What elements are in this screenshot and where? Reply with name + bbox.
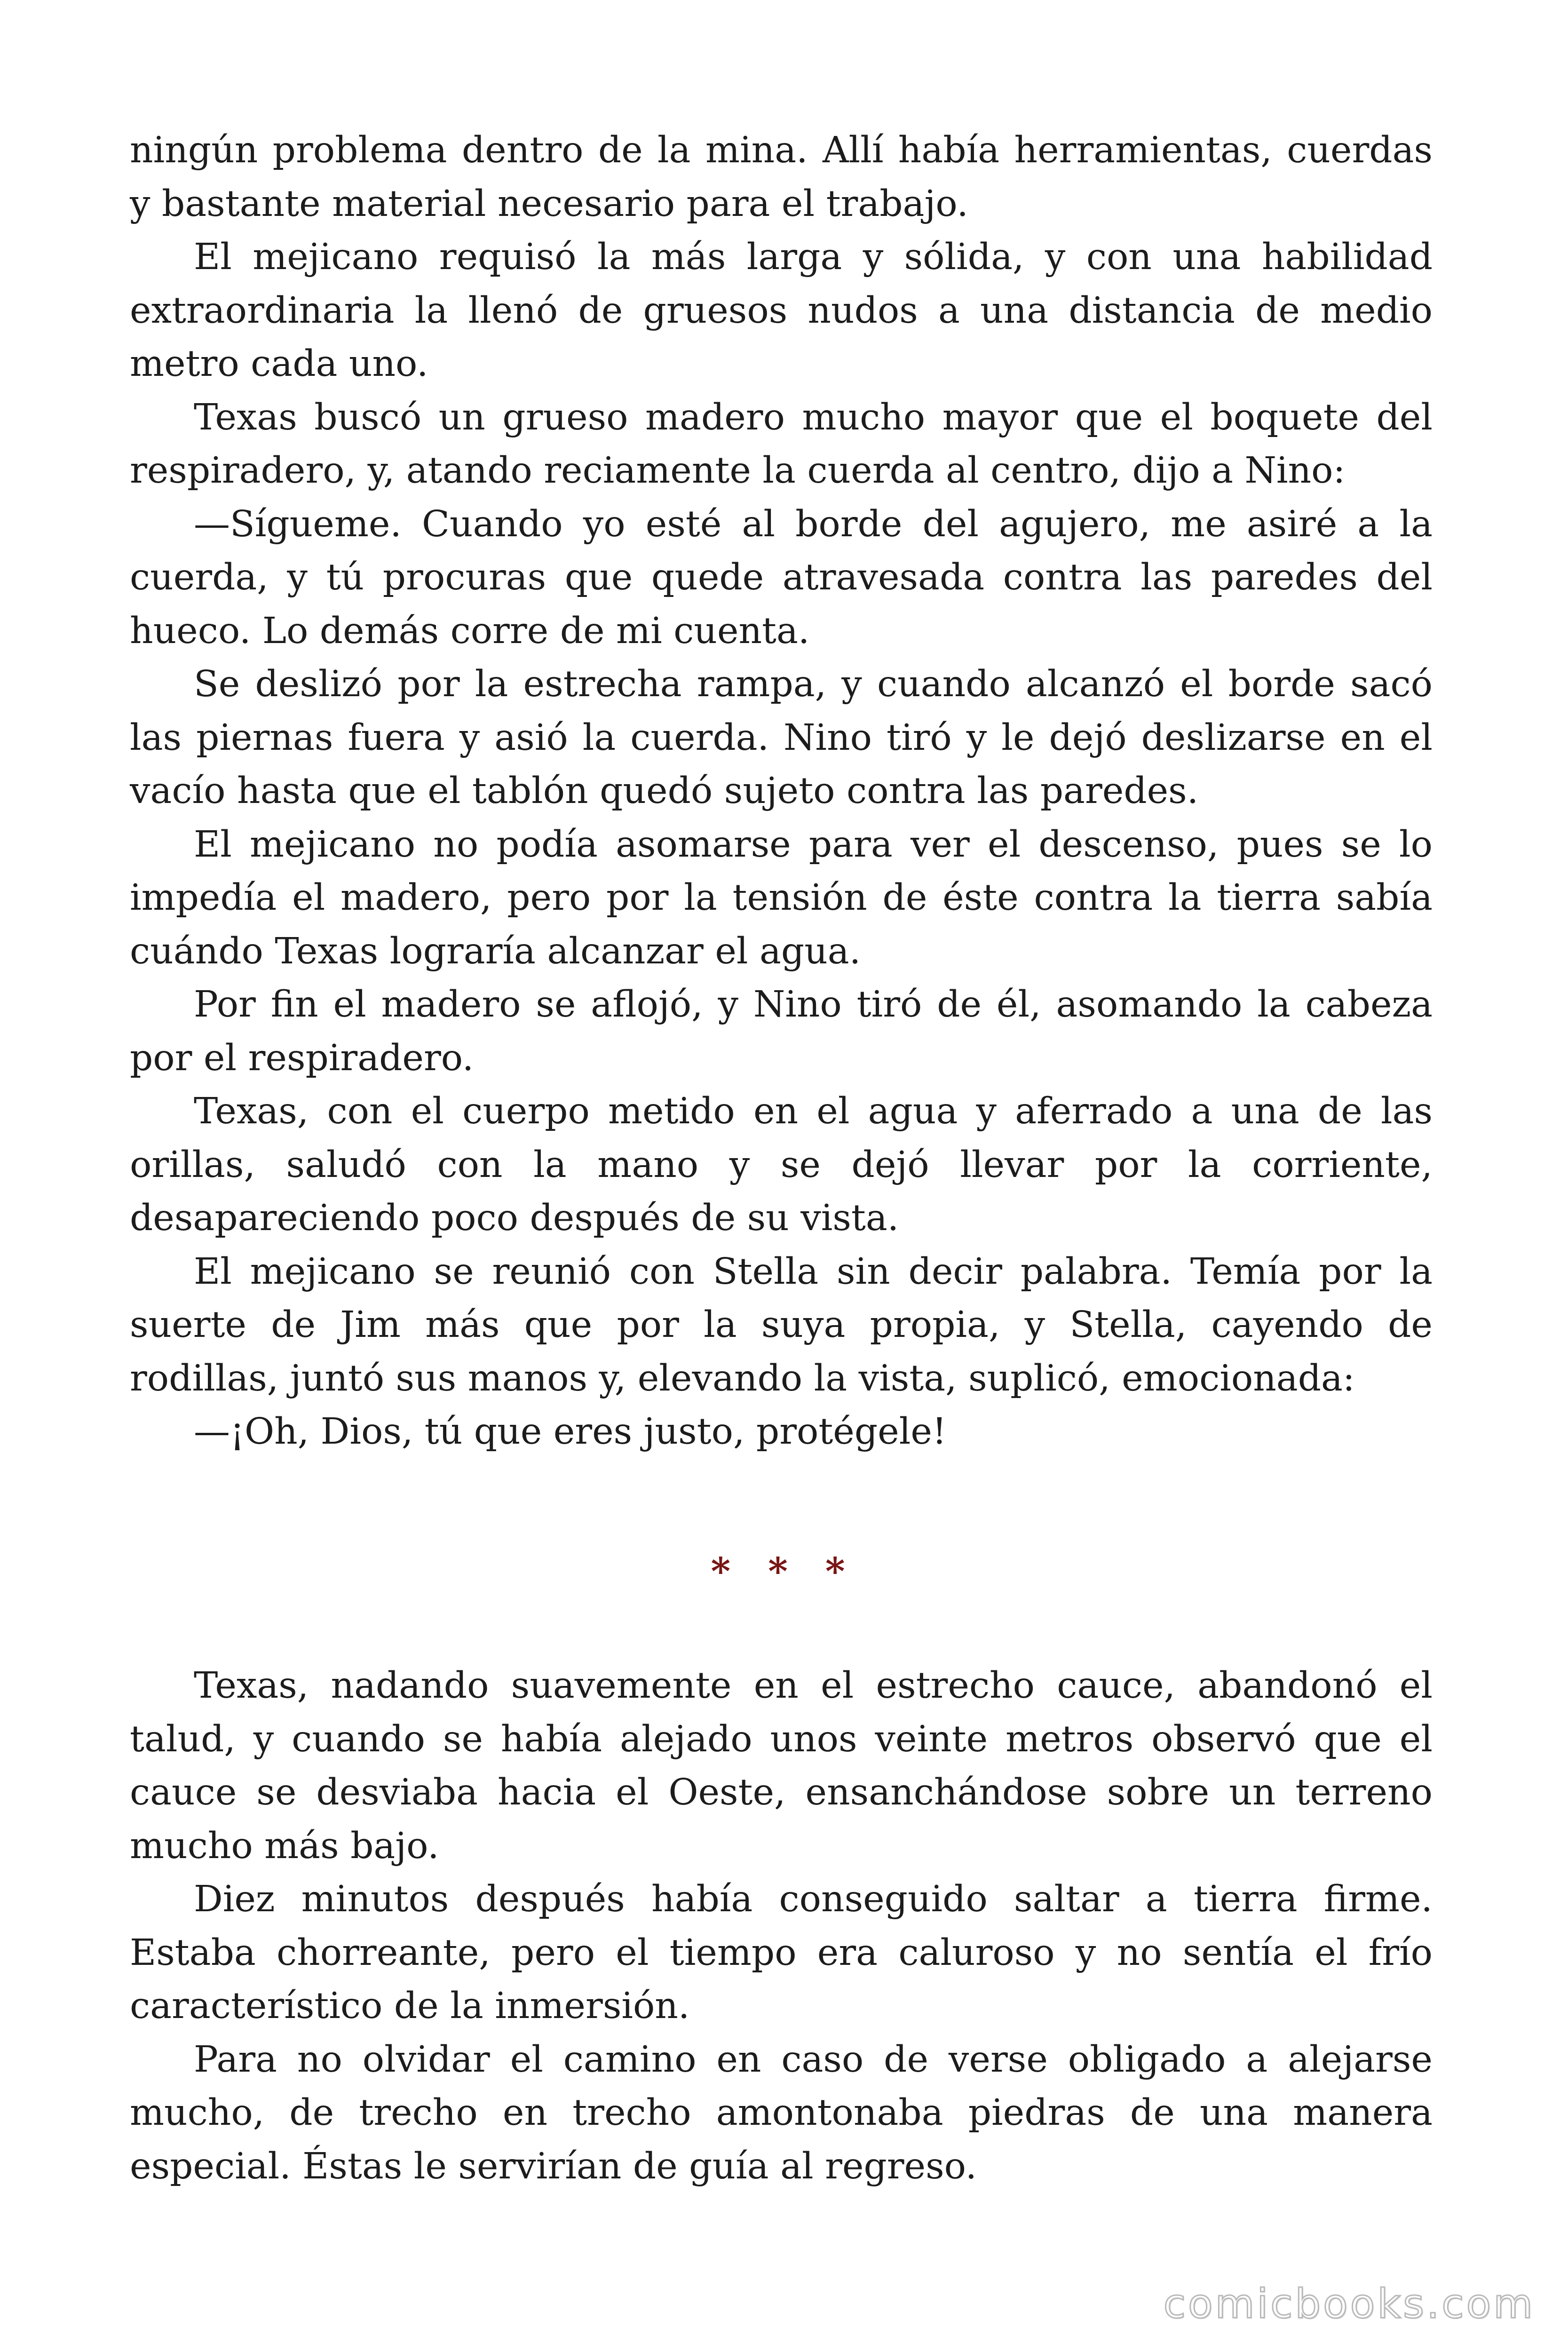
paragraph: Por fin el madero se aflojó, y Nino tiró de él, asomando la cabeza por el respiradero. <box>130 984 1433 1079</box>
paragraph: —Sígueme. Cuando yo esté al borde del agujero, me asiré a la cuerda, y tú procuras que quede atravesada contra las paredes del hueco. Lo demás corre de mi cuenta. <box>130 503 1433 652</box>
paragraph: Para no olvidar el camino en caso de verse obligado a alejarse mucho, de trecho en trecho amontonaba piedras de una manera especial. Éstas le servirían de guía al regreso. <box>130 2038 1433 2187</box>
paragraph: Diez minutos después había conseguido saltar a tierra firme. Estaba chorreante, pero el tiempo era caluroso y no sentía el frío característico de la inmersión. <box>130 1878 1433 2027</box>
paragraph: Texas, nadando suavemente en el estrecho cauce, abandonó el talud, y cuando se había alejado unos veinte metros observó que el cauce se desviaba hacia el Oeste, ensanchándose sobre un terreno mucho más bajo. <box>130 1665 1433 1867</box>
paragraph: El mejicano requisó la más larga y sólida, y con una habilidad extraordinaria la llenó de gruesos nudos a una distancia de medio metro cada uno. <box>130 236 1433 385</box>
text-block-2 <box>130 1659 1433 2193</box>
watermark: comicbooks.com <box>1163 2280 1535 2328</box>
paragraph: ningún problema dentro de la mina. Allí había herramientas, cuerdas y bastante material necesario para el trabajo. <box>130 129 1433 225</box>
paragraph: Texas, con el cuerpo metido en el agua y aferrado a una de las orillas, saludó con la mano y se dejó llevar por la corriente, desapareciendo poco después de su vista. <box>130 1090 1433 1239</box>
paragraph: El mejicano se reunió con Stella sin decir palabra. Temía por la suerte de Jim más que por la suya propia, y Stella, cayendo de rodillas, juntó sus manos y, elevando la vista, suplicó, emocionada: <box>130 1250 1433 1399</box>
paragraph: —¡Oh, Dios, tú que eres justo, protégele! <box>194 1411 947 1453</box>
paragraph: El mejicano no podía asomarse para ver el descenso, pues se lo impedía el madero, pero por la tensión de éste contra la tierra sabía cuándo Texas lograría alcanzar el agua. <box>130 823 1433 972</box>
text-block-1 <box>130 124 1433 1459</box>
paragraph: Se deslizó por la estrecha rampa, y cuando alcanzó el borde sacó las piernas fuera y asió la cuerda. Nino tiró y le dejó deslizarse en el vacío hasta que el tablón quedó sujeto contra las paredes. <box>130 663 1433 812</box>
section-separator: * * * <box>711 1549 857 1593</box>
paragraph: Texas buscó un grueso madero mucho mayor que el boquete del respiradero, y, atando reciamente la cuerda al centro, dijo a Nino: <box>130 396 1433 492</box>
